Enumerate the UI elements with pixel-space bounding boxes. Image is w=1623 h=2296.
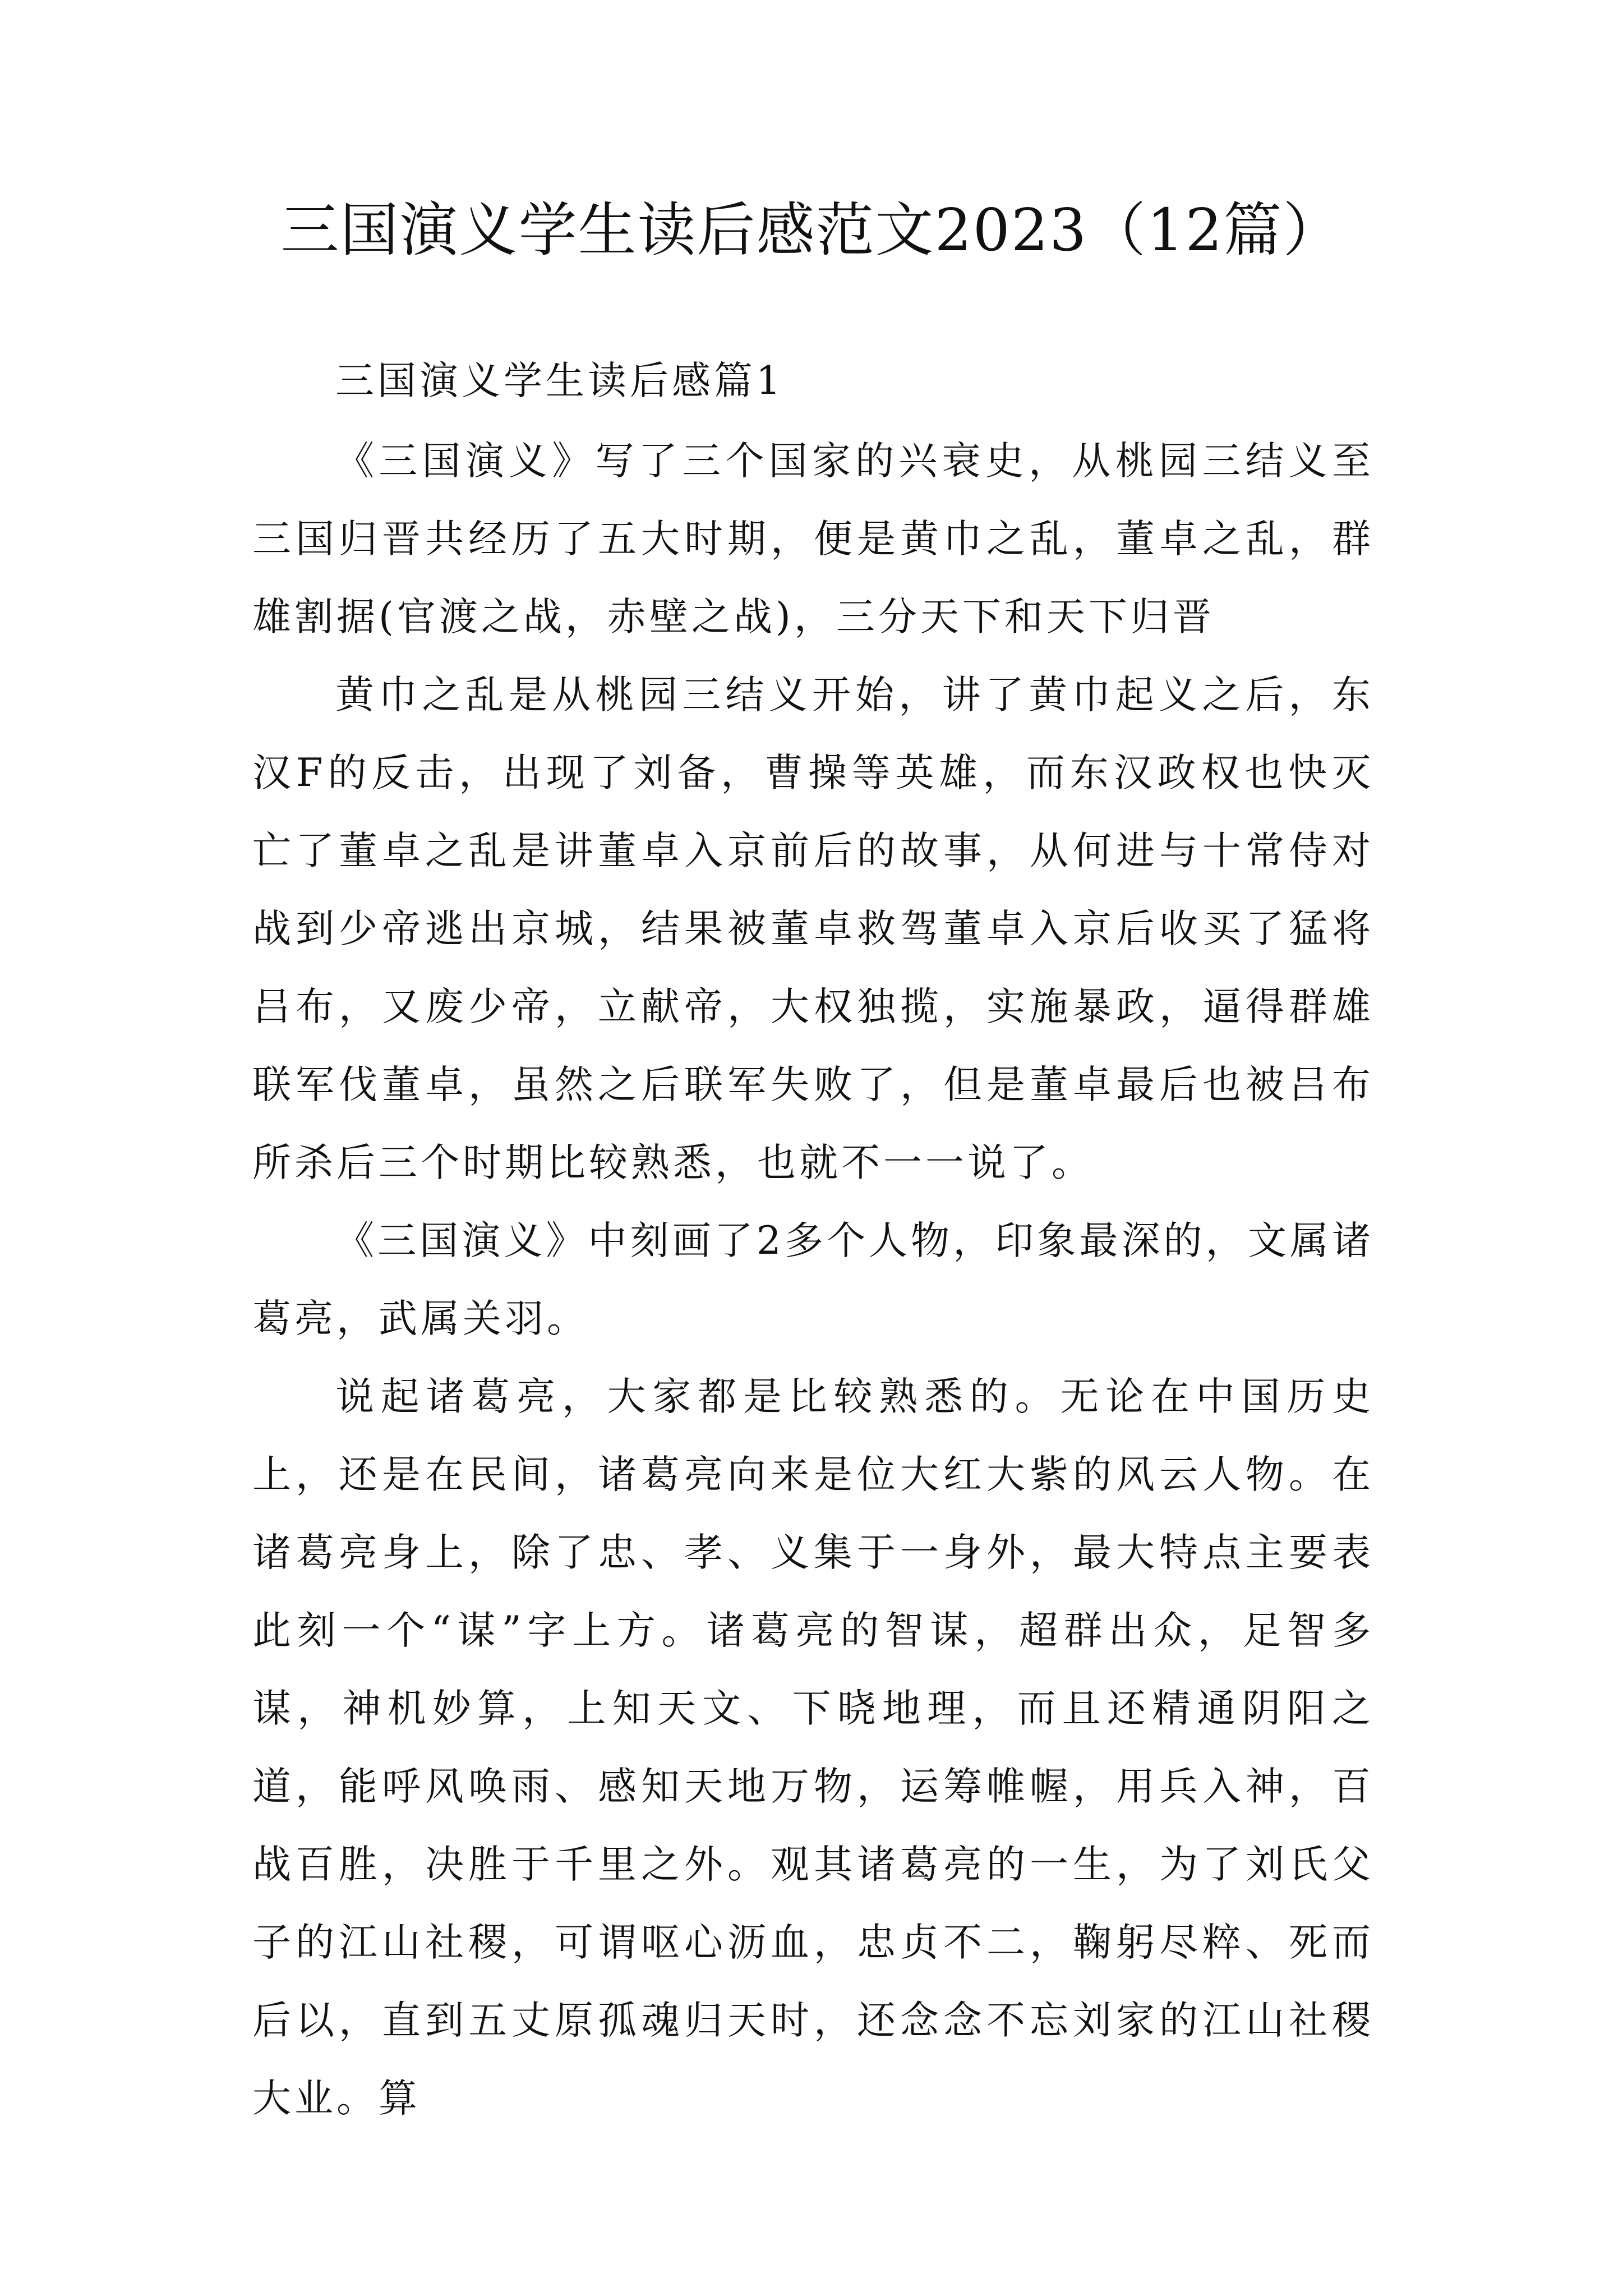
section-heading: 三国演义学生读后感篇1: [335, 358, 784, 403]
paragraph: 黄巾之乱是从桃园三结义开始，讲了黄巾起义之后，东汉F的反击，出现了刘备，曹操等英雄，而东汉政权也快灭亡了董卓之乱是讲董卓入京前后的故事，从何进与十常侍对战到少帝逃出京城，结果被董卓救驾董卓入京后收买了猛将吕布，又废少帝，立献帝，大权独揽，实施暴政，逼得群雄联军伐董卓，虽然之后联军失败了，但是董卓最后也被吕布所杀后三个时期比较熟悉，也就不一一说了。: [252, 673, 1374, 1185]
document-body: [252, 342, 1374, 2138]
paragraph: 说起诸葛亮，大家都是比较熟悉的。无论在中国历史上，还是在民间，诸葛亮向来是位大红大紫的风云人物。在诸葛亮身上，除了忠、孝、义集于一身外，最大特点主要表此刻一个“谋”字上方。诸葛亮的智谋，超群出众，足智多谋，神机妙算，上知天文、下晓地理，而且还精通阴阳之道，能呼风唤雨、感知天地万物，运筹帷幄，用兵入神，百战百胜，决胜于千里之外。观其诸葛亮的一生，为了刘氏父子的江山社稷，可谓呕心沥血，忠贞不二，鞠躬尽粹、死而后以，直到五丈原孤魂归天时，还念念不忘刘家的江山社稷大业。算: [252, 1374, 1374, 2121]
paragraph: 《三国演义》写了三个国家的兴衰史，从桃园三结义至三国归晋共经历了五大时期，便是黄巾之乱，董卓之乱，群雄割据(官渡之战，赤壁之战)，三分天下和天下归晋: [252, 439, 1374, 639]
document-title: 三国演义学生读后感范文2023（12篇）: [280, 196, 1343, 264]
paragraph: 《三国演义》中刻画了2多个人物，印象最深的，文属诸葛亮，武属关羽。: [252, 1218, 1374, 1341]
